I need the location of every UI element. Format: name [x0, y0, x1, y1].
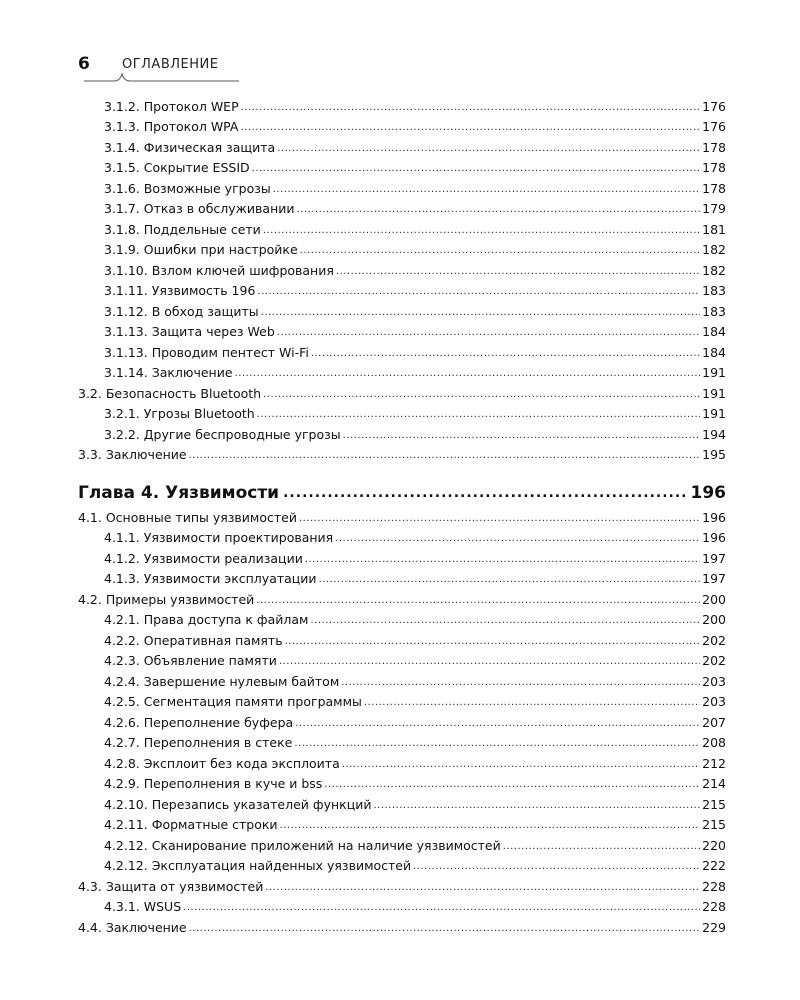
- dot-leader: [310, 614, 700, 628]
- toc-entry-page: 184: [702, 344, 726, 360]
- toc-section-3: [78, 94, 726, 463]
- dot-leader: [335, 532, 700, 546]
- toc-entry-page: 195: [702, 447, 726, 462]
- dot-leader: [189, 922, 701, 936]
- toc-entry-page: 220: [702, 837, 726, 853]
- chapter-heading[interactable]: [78, 469, 726, 503]
- toc-entry[interactable]: [78, 279, 726, 300]
- toc-entry[interactable]: [78, 402, 726, 423]
- toc-entry[interactable]: [78, 567, 726, 588]
- toc-entry[interactable]: [78, 176, 726, 197]
- dot-leader: [295, 717, 700, 731]
- toc-entry-title: 3.1.8. Поддельные сети: [104, 221, 261, 237]
- toc-entry-title: 3.2.2. Другие беспроводные угрозы: [104, 426, 341, 442]
- dot-leader: [413, 860, 700, 874]
- toc-entry-page: 215: [702, 817, 726, 832]
- dot-leader: [263, 388, 700, 402]
- toc-entry[interactable]: [78, 258, 726, 279]
- toc-entry-page: 191: [702, 406, 726, 421]
- toc-entry-title: 3.1.13. Защита через Web: [104, 324, 275, 339]
- toc-entry-page: 176: [702, 98, 726, 114]
- toc-entry[interactable]: [78, 238, 726, 259]
- toc-entry[interactable]: [78, 546, 726, 567]
- page-number: 6: [78, 54, 90, 74]
- toc-entry[interactable]: [78, 854, 726, 875]
- dot-leader: [235, 367, 701, 381]
- toc-section-4: [78, 505, 726, 936]
- dot-leader: [257, 285, 700, 299]
- dot-leader: [294, 737, 700, 751]
- toc-entry-title: 4.2.6. Переполнение буфера: [104, 714, 294, 730]
- toc-entry[interactable]: [78, 895, 726, 916]
- toc-entry-title: 4.1. Основные типы уязвимостей: [78, 509, 297, 525]
- toc-entry-title: 3.1.14. Заключение: [104, 365, 233, 380]
- toc-entry-page: 181: [702, 221, 726, 237]
- toc-entry[interactable]: [78, 710, 726, 731]
- dot-leader: [299, 512, 700, 526]
- toc-entry[interactable]: [78, 443, 726, 464]
- toc-entry[interactable]: [78, 874, 726, 895]
- toc-entry-title: 4.1.3. Уязвимости эксплуатации: [104, 571, 317, 586]
- toc-entry-page: 214: [702, 776, 726, 791]
- toc-entry-page: 229: [702, 919, 726, 935]
- dot-leader: [183, 901, 700, 915]
- toc-entry-title: 4.2. Примеры уязвимостей: [78, 591, 255, 607]
- toc-entry-page: 178: [702, 180, 726, 196]
- toc-entry-page: 184: [702, 324, 726, 339]
- toc-entry-title: 4.3.1. WSUS: [104, 899, 182, 914]
- toc-entry[interactable]: [78, 320, 726, 341]
- toc-entry[interactable]: [78, 649, 726, 670]
- toc-entry-title: 3.1.9. Ошибки при настройке: [104, 242, 298, 257]
- toc-entry-page: 212: [702, 755, 726, 771]
- dot-leader: [342, 758, 700, 772]
- toc-entry-title: 3.1.13. Проводим пентест Wi-Fi: [104, 344, 309, 360]
- toc-entry[interactable]: [78, 669, 726, 690]
- dot-leader: [261, 306, 701, 320]
- toc-entry-title: 4.2.2. Оперативная память: [104, 632, 283, 648]
- toc-entry-page: 178: [702, 160, 726, 175]
- dot-leader: [373, 799, 700, 813]
- toc-entry[interactable]: [78, 381, 726, 402]
- dot-leader: [252, 162, 701, 176]
- toc-entry[interactable]: [78, 156, 726, 177]
- toc-entry[interactable]: [78, 608, 726, 629]
- toc-entry-title: 4.2.11. Форматные строки: [104, 817, 278, 832]
- toc-entry[interactable]: [78, 751, 726, 772]
- toc-entry-page: 196: [702, 530, 726, 545]
- toc-entry-title: 4.4. Заключение: [78, 919, 187, 935]
- toc-entry[interactable]: [78, 772, 726, 793]
- toc-entry-title: 3.3. Заключение: [78, 447, 187, 462]
- toc-entry-page: 194: [702, 426, 726, 442]
- toc-entry-page: 228: [702, 899, 726, 914]
- dot-leader: [285, 635, 701, 649]
- dot-leader: [503, 840, 700, 854]
- toc-entry-page: 202: [702, 632, 726, 648]
- toc-entry-page: 183: [702, 303, 726, 319]
- table-of-contents: [78, 94, 726, 936]
- toc-entry-page: 215: [702, 796, 726, 812]
- toc-entry-title: 3.1.4. Физическая защита: [104, 139, 276, 155]
- toc-entry-page: 176: [702, 119, 726, 134]
- toc-entry[interactable]: [78, 217, 726, 238]
- dot-leader: [263, 224, 700, 238]
- dot-leader: [241, 101, 701, 115]
- toc-entry-page: 178: [702, 139, 726, 155]
- toc-entry[interactable]: [78, 915, 726, 936]
- dot-leader: [364, 696, 700, 710]
- toc-entry[interactable]: [78, 833, 726, 854]
- toc-entry-title: 4.2.7. Переполнения в стеке: [104, 735, 293, 750]
- running-title: ОГЛАВЛЕНИЕ: [122, 57, 219, 72]
- toc-entry-title: 3.2. Безопасность Bluetooth: [78, 385, 262, 401]
- toc-entry[interactable]: [78, 361, 726, 382]
- toc-entry-title: 4.2.10. Перезапись указателей функций: [104, 796, 372, 812]
- dot-leader: [324, 778, 700, 792]
- dot-leader: [283, 483, 686, 503]
- dot-leader: [280, 819, 701, 833]
- toc-entry-page: 191: [702, 365, 726, 380]
- dot-leader: [311, 347, 700, 361]
- toc-entry[interactable]: [78, 813, 726, 834]
- toc-entry-title: 4.2.12. Сканирование приложений на наличие уязвимостей: [104, 837, 501, 853]
- toc-entry-page: 179: [702, 201, 726, 216]
- toc-entry[interactable]: [78, 115, 726, 136]
- toc-entry[interactable]: [78, 690, 726, 711]
- toc-entry[interactable]: [78, 94, 726, 115]
- chapter-title: Глава 4. Уязвимости: [78, 483, 280, 503]
- toc-entry[interactable]: [78, 587, 726, 608]
- toc-entry-title: 3.1.6. Возможные угрозы: [104, 180, 271, 196]
- toc-entry-title: 3.1.7. Отказ в обслуживании: [104, 201, 295, 216]
- toc-entry-title: 4.1.1. Уязвимости проектирования: [104, 530, 334, 545]
- toc-entry-page: 182: [702, 242, 726, 257]
- toc-entry[interactable]: [78, 792, 726, 813]
- toc-entry-page: 191: [702, 385, 726, 401]
- page-header: [78, 54, 238, 76]
- dot-leader: [319, 573, 701, 587]
- toc-entry-page: 207: [702, 714, 726, 730]
- dot-leader: [265, 881, 700, 895]
- dot-leader: [279, 655, 700, 669]
- toc-entry-page: 182: [702, 262, 726, 278]
- toc-entry[interactable]: [78, 135, 726, 156]
- toc-entry-title: 4.1.2. Уязвимости реализации: [104, 550, 303, 566]
- dot-leader: [341, 676, 700, 690]
- dot-leader: [277, 326, 700, 340]
- toc-entry[interactable]: [78, 197, 726, 218]
- toc-entry[interactable]: [78, 731, 726, 752]
- toc-entry-page: 228: [702, 878, 726, 894]
- toc-entry-title: 3.2.1. Угрозы Bluetooth: [104, 406, 255, 421]
- toc-entry-page: 183: [702, 283, 726, 298]
- toc-entry[interactable]: [78, 422, 726, 443]
- toc-entry-title: 4.2.4. Завершение нулевым байтом: [104, 673, 340, 689]
- toc-entry-title: 3.1.12. В обход защиты: [104, 303, 259, 319]
- toc-entry-title: 4.2.8. Эксплоит без кода эксплоита: [104, 755, 340, 771]
- toc-entry-title: 4.3. Защита от уязвимостей: [78, 878, 264, 894]
- toc-entry-title: 4.2.1. Права доступа к файлам: [104, 612, 309, 627]
- toc-entry-page: 200: [702, 591, 726, 607]
- dot-leader: [277, 142, 700, 156]
- dot-leader: [189, 449, 701, 463]
- dot-leader: [343, 429, 700, 443]
- toc-entry-page: 203: [702, 673, 726, 689]
- toc-entry-page: 197: [702, 571, 726, 586]
- toc-entry[interactable]: [78, 505, 726, 526]
- toc-entry-page: 197: [702, 550, 726, 566]
- toc-entry[interactable]: [78, 526, 726, 547]
- toc-entry-page: 196: [702, 509, 726, 525]
- toc-entry-title: 4.2.12. Эксплуатация найденных уязвимостей: [104, 858, 412, 873]
- dot-leader: [256, 594, 700, 608]
- dot-leader: [305, 553, 700, 567]
- dot-leader: [273, 183, 700, 197]
- toc-entry-page: 222: [702, 858, 726, 873]
- toc-entry-title: 4.2.9. Переполнения в куче и bss: [104, 776, 323, 791]
- toc-entry-title: 3.1.3. Протокол WPA: [104, 119, 239, 134]
- chapter-page: 196: [690, 483, 726, 503]
- toc-entry-title: 3.1.10. Взлом ключей шифрования: [104, 262, 334, 278]
- toc-entry[interactable]: [78, 628, 726, 649]
- dot-leader: [336, 265, 700, 279]
- dot-leader: [257, 408, 700, 422]
- header-rule: [84, 70, 239, 82]
- toc-entry-page: 200: [702, 612, 726, 627]
- dot-leader: [297, 203, 701, 217]
- toc-entry[interactable]: [78, 340, 726, 361]
- toc-entry-title: 4.2.3. Объявление памяти: [104, 653, 277, 668]
- toc-entry[interactable]: [78, 299, 726, 320]
- toc-entry-title: 3.1.5. Сокрытие ESSID: [104, 160, 250, 175]
- toc-entry-title: 3.1.11. Уязвимость 196: [104, 283, 256, 298]
- toc-entry-title: 4.2.5. Сегментация памяти программы: [104, 694, 362, 709]
- toc-entry-page: 202: [702, 653, 726, 668]
- dot-leader: [300, 244, 700, 258]
- toc-entry-page: 208: [702, 735, 726, 750]
- toc-entry-page: 203: [702, 694, 726, 709]
- dot-leader: [240, 121, 700, 135]
- toc-entry-title: 3.1.2. Протокол WEP: [104, 98, 239, 114]
